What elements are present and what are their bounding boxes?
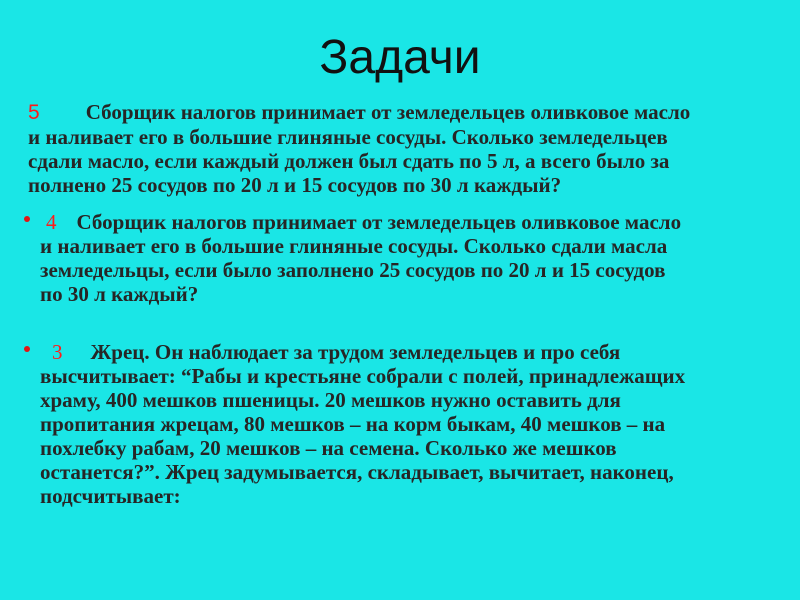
task-line: подсчитывает:: [40, 484, 181, 508]
task-line: сдали масло, если каждый должен был сдать по 5 л, а всего было за: [28, 149, 670, 173]
task-4: [40, 210, 780, 306]
task-line: и наливает его в большие глиняные сосуды. Сколько сдали масла: [40, 234, 668, 258]
task-line: высчитывает: “Рабы и крестьяне собрали с полей, принадлежащих: [40, 364, 686, 388]
task-line: пропитания жрецам, 80 мешков – на корм быкам, 40 мешков – на: [40, 412, 666, 436]
task-line: и наливает его в большие глиняные сосуды. Сколько земледельцев: [28, 125, 668, 149]
task-number: 4: [46, 210, 57, 234]
task-text: Сборщик налогов принимает от земледельцев оливковое масло: [76, 210, 682, 234]
task-line: по 30 л каждый?: [40, 282, 199, 306]
bullet-icon: [24, 346, 30, 352]
task-line: полнено 25 сосудов по 20 л и 15 сосудов по 30 л каждый?: [28, 173, 562, 197]
task-line: похлебку рабам, 20 мешков – на семена. Сколько же мешков: [40, 436, 617, 460]
task-line: останется?”. Жрец задумывается, складывает, вычитает, наконец,: [40, 460, 674, 484]
slide-title: Задачи: [319, 31, 481, 84]
task-text: Сборщик налогов принимает от земледельцев оливковое масло: [85, 100, 691, 124]
task-number: 3: [52, 340, 63, 364]
bullet-icon: [24, 216, 30, 222]
task-text: Жрец. Он наблюдает за трудом земледельцев и про себя: [90, 340, 621, 364]
task-line: храму, 400 мешков пшеницы. 20 мешков нужно оставить для: [40, 388, 621, 412]
task-line: [40, 210, 780, 234]
task-number: 5: [28, 101, 40, 124]
task-5: [28, 100, 788, 197]
task-3: [40, 340, 780, 508]
task-line: [28, 100, 788, 125]
task-line: [40, 340, 780, 364]
task-line: земледельцы, если было заполнено 25 сосудов по 20 л и 15 сосудов: [40, 258, 666, 282]
